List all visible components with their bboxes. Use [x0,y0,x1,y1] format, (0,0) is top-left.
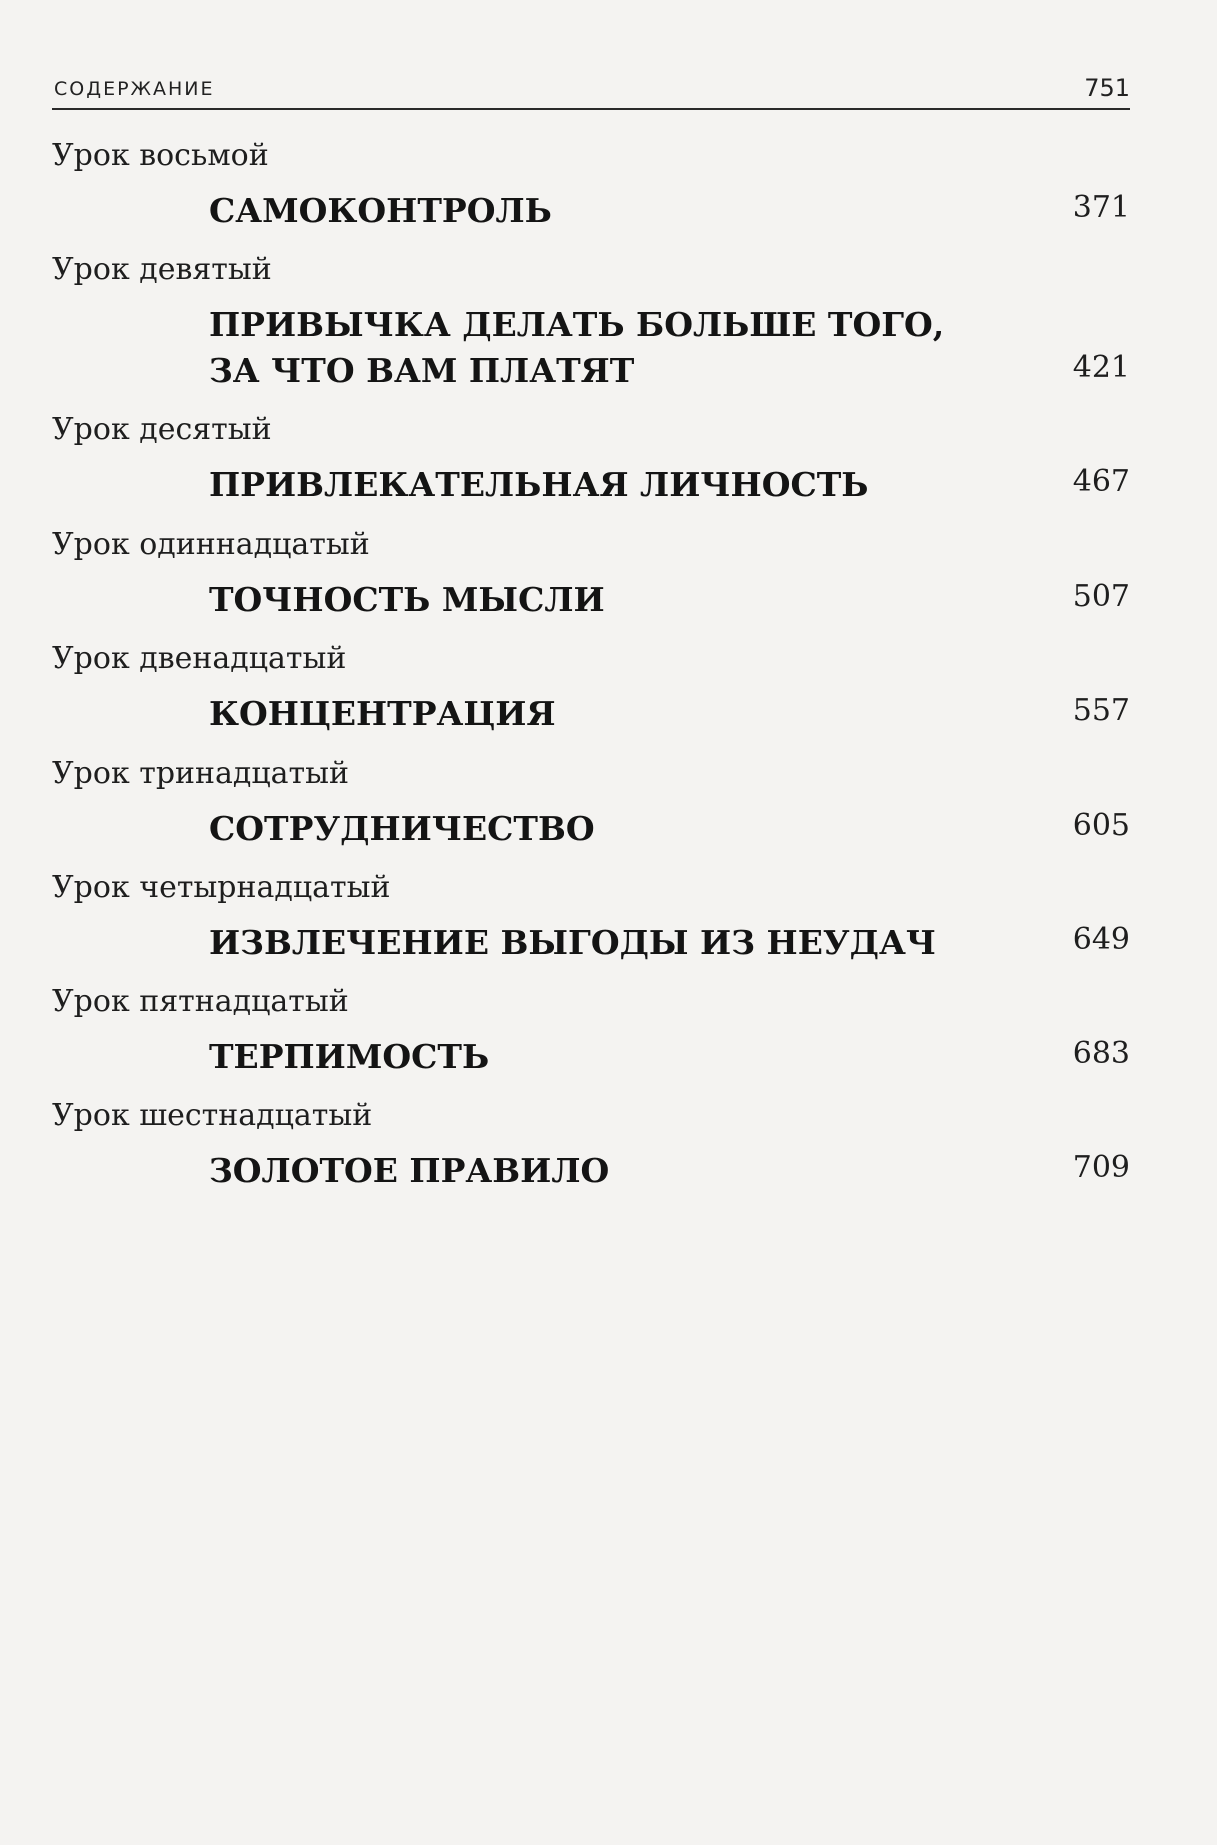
page-number: 557 [1072,693,1130,728]
header-page-number: 751 [1084,74,1130,102]
page-number: 649 [1072,922,1130,957]
page-number: 467 [1072,464,1130,499]
lesson-label: Урок одиннадцатый [52,527,370,562]
chapter-title: СОТРУДНИЧЕСТВО [209,809,595,848]
lesson-label: Урок шестнадцатый [52,1098,373,1133]
section-title: СОДЕРЖАНИЕ [54,78,215,100]
chapter-title: ТОЧНОСТЬ МЫСЛИ [209,580,605,619]
lesson-label: Урок девятый [52,252,272,287]
chapter-title: ТЕРПИМОСТЬ [209,1037,490,1076]
lesson-label: Урок четырнадцатый [52,870,391,905]
running-header [52,74,1130,110]
lesson-label: Урок тринадцатый [52,756,350,791]
chapter-title: ИЗВЛЕЧЕНИЕ ВЫГОДЫ ИЗ НЕУДАЧ [209,923,936,962]
chapter-title: ЗОЛОТОЕ ПРАВИЛО [209,1151,610,1190]
chapter-title: ПРИВЛЕКАТЕЛЬНАЯ ЛИЧНОСТЬ [209,465,869,504]
page-number: 683 [1072,1036,1130,1071]
chapter-title-line-2: ЗА ЧТО ВАМ ПЛАТЯТ [209,351,635,390]
lesson-label: Урок пятнадцатый [52,984,349,1019]
chapter-title: КОНЦЕНТРАЦИЯ [209,694,556,733]
page-number: 507 [1072,579,1130,614]
lesson-label: Урок восьмой [52,138,269,173]
page-number: 605 [1072,808,1130,843]
chapter-title-line-1: ПРИВЫЧКА ДЕЛАТЬ БОЛЬШЕ ТОГО, [209,305,945,344]
page-number: 709 [1072,1150,1130,1185]
page-number: 421 [1072,350,1130,385]
lesson-label: Урок двенадцатый [52,641,347,676]
page-number: 371 [1072,190,1130,225]
lesson-label: Урок десятый [52,412,272,447]
chapter-title: САМОКОНТРОЛЬ [209,191,552,230]
